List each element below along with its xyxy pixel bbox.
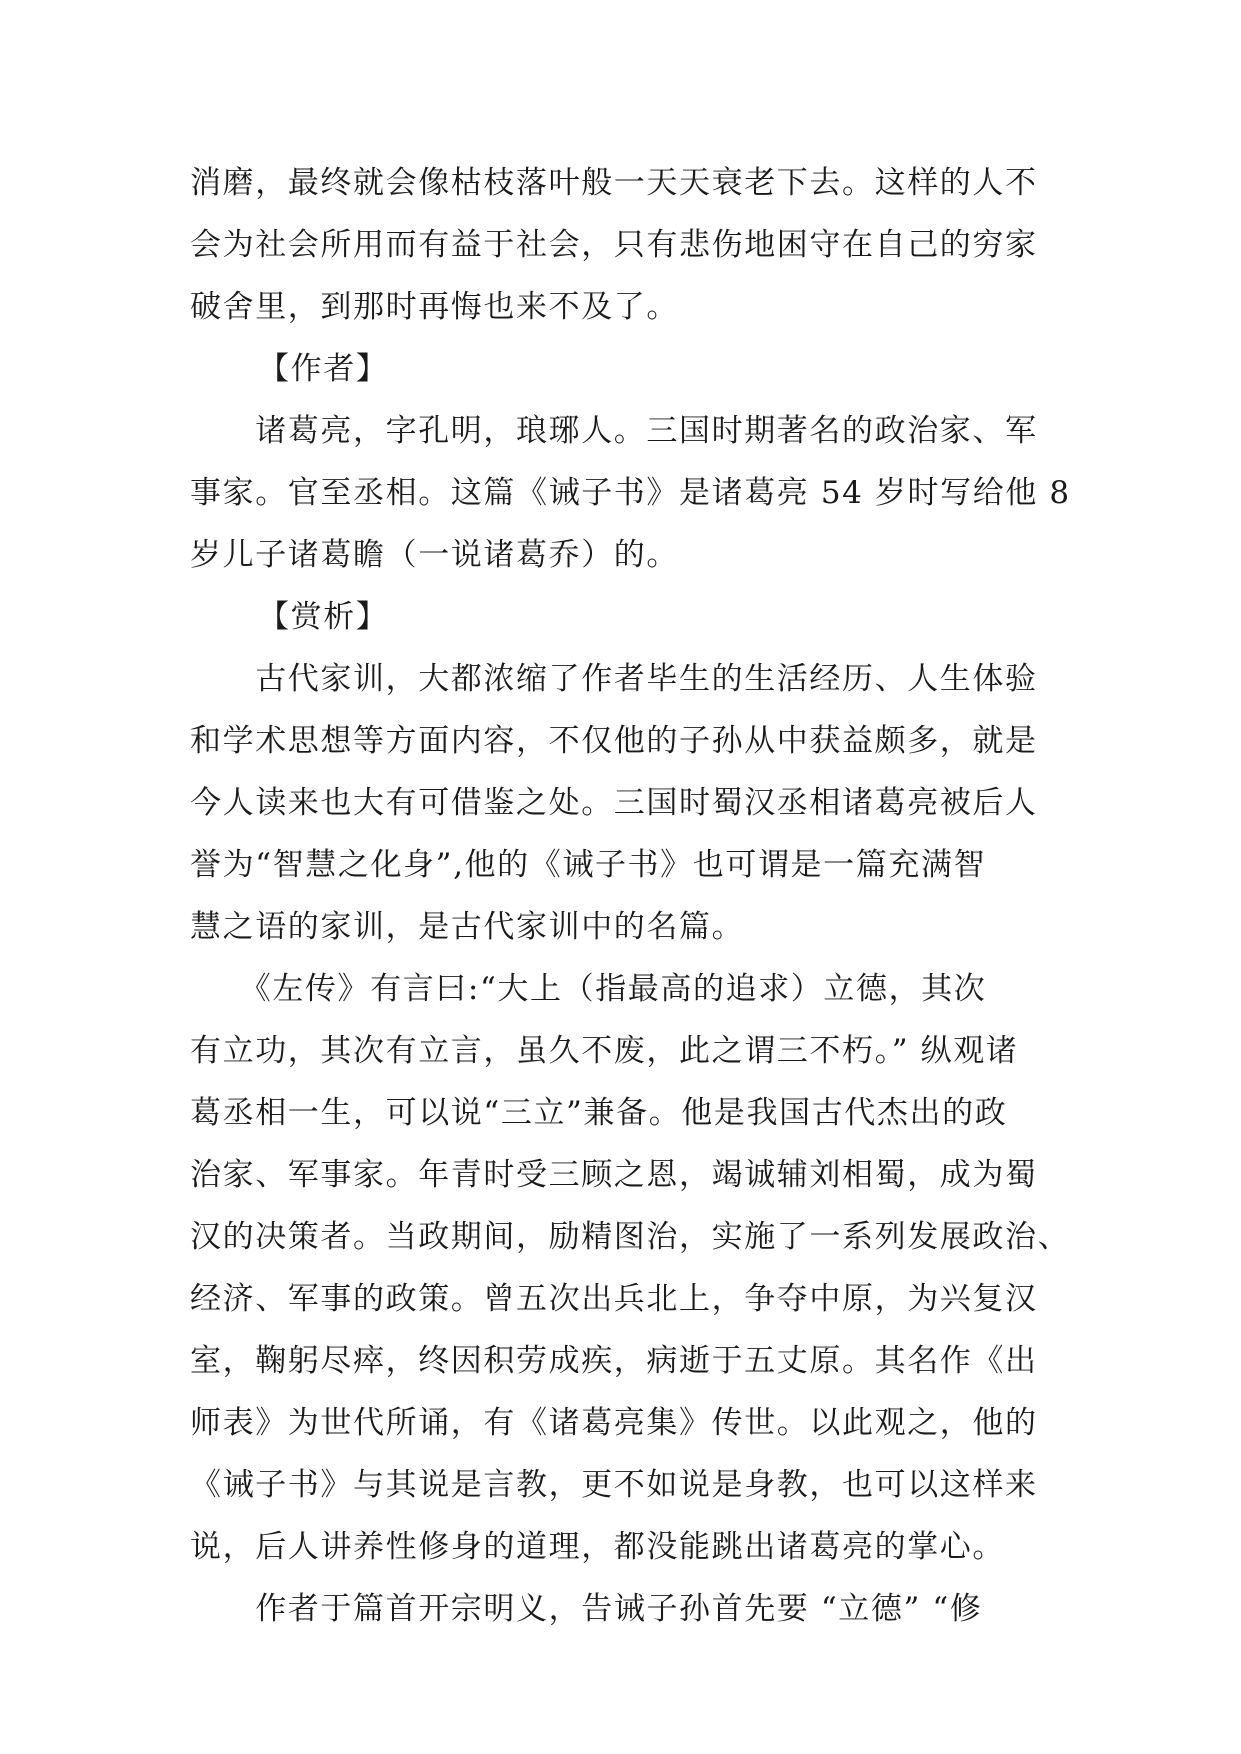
section-heading-author: 【作者】: [258, 351, 389, 387]
text-line: 诸葛亮，字孔明，琅琊人。三国时期著名的政治家、军: [190, 413, 1038, 449]
text-line: 有立功，其次有立言，虽久不废，此之谓三不朽。” 纵观诸: [190, 1033, 1019, 1069]
text-line: 说，后人讲养性修身的道理，都没能跳出诸葛亮的掌心。: [190, 1529, 1005, 1565]
text-line: 事家。官至丞相。这篇《诫子书》是诸葛亮 54 岁时写给他 8: [190, 475, 1071, 511]
text-line: 破舍里，到那时再悔也来不及了。: [190, 289, 679, 325]
text-line: 室，鞠躬尽瘁，终因积劳成疾，病逝于五丈原。其名作《出: [190, 1343, 1038, 1379]
text-line: 岁儿子诸葛瞻（一说诸葛乔）的。: [190, 537, 679, 573]
text-line: 今人读来也大有可借鉴之处。三国时蜀汉丞相诸葛亮被后人: [190, 785, 1038, 821]
paragraph-author: [190, 400, 1071, 586]
text-line: 慧之语的家训，是古代家训中的名篇。: [190, 909, 745, 945]
text-line: 师表》为世代所诵，有《诸葛亮集》传世。以此观之，他的: [190, 1405, 1038, 1441]
section-heading-appreciation: 【赏析】: [258, 599, 389, 635]
paragraph-appreciation-2: [190, 958, 1071, 1578]
text-line: 汉的决策者。当政期间，励精图治，实施了一系列发展政治、: [190, 1219, 1071, 1255]
text-line: 古代家训，大都浓缩了作者毕生的生活经历、人生体验: [190, 661, 1038, 697]
text-line: 会为社会所用而有益于社会，只有悲伤地困守在自己的穷家: [190, 227, 1038, 263]
paragraph-appreciation-1: [190, 648, 1050, 958]
text-line: 消磨，最终就会像枯枝落叶般一天天衰老下去。这样的人不: [190, 165, 1038, 201]
text-line: 作者于篇首开宗明义，告诫子孙首先要 “立德” “修: [190, 1591, 983, 1627]
text-line: 誉为“智慧之化身”,他的《诫子书》也可谓是一篇充满智: [190, 847, 987, 883]
text-line: 《左传》有言曰:“大上（指最高的追求）立德，其次: [190, 971, 987, 1007]
paragraph-appreciation-3: [190, 1578, 1050, 1640]
text-line: 和学术思想等方面内容，不仅他的子孙从中获益颇多，就是: [190, 723, 1038, 759]
text-line: 经济、军事的政策。曾五次出兵北上，争夺中原，为兴复汉: [190, 1281, 1038, 1317]
paragraph-continuation: [190, 152, 1050, 338]
text-line: 治家、军事家。年青时受三顾之恩，竭诚辅刘相蜀，成为蜀: [190, 1157, 1038, 1193]
text-line: 葛丞相一生，可以说“三立”兼备。他是我国古代杰出的政: [190, 1095, 1008, 1131]
document-page: [190, 152, 1071, 1640]
text-line: 《诫子书》与其说是言教，更不如说是身教，也可以这样来: [190, 1467, 1038, 1503]
